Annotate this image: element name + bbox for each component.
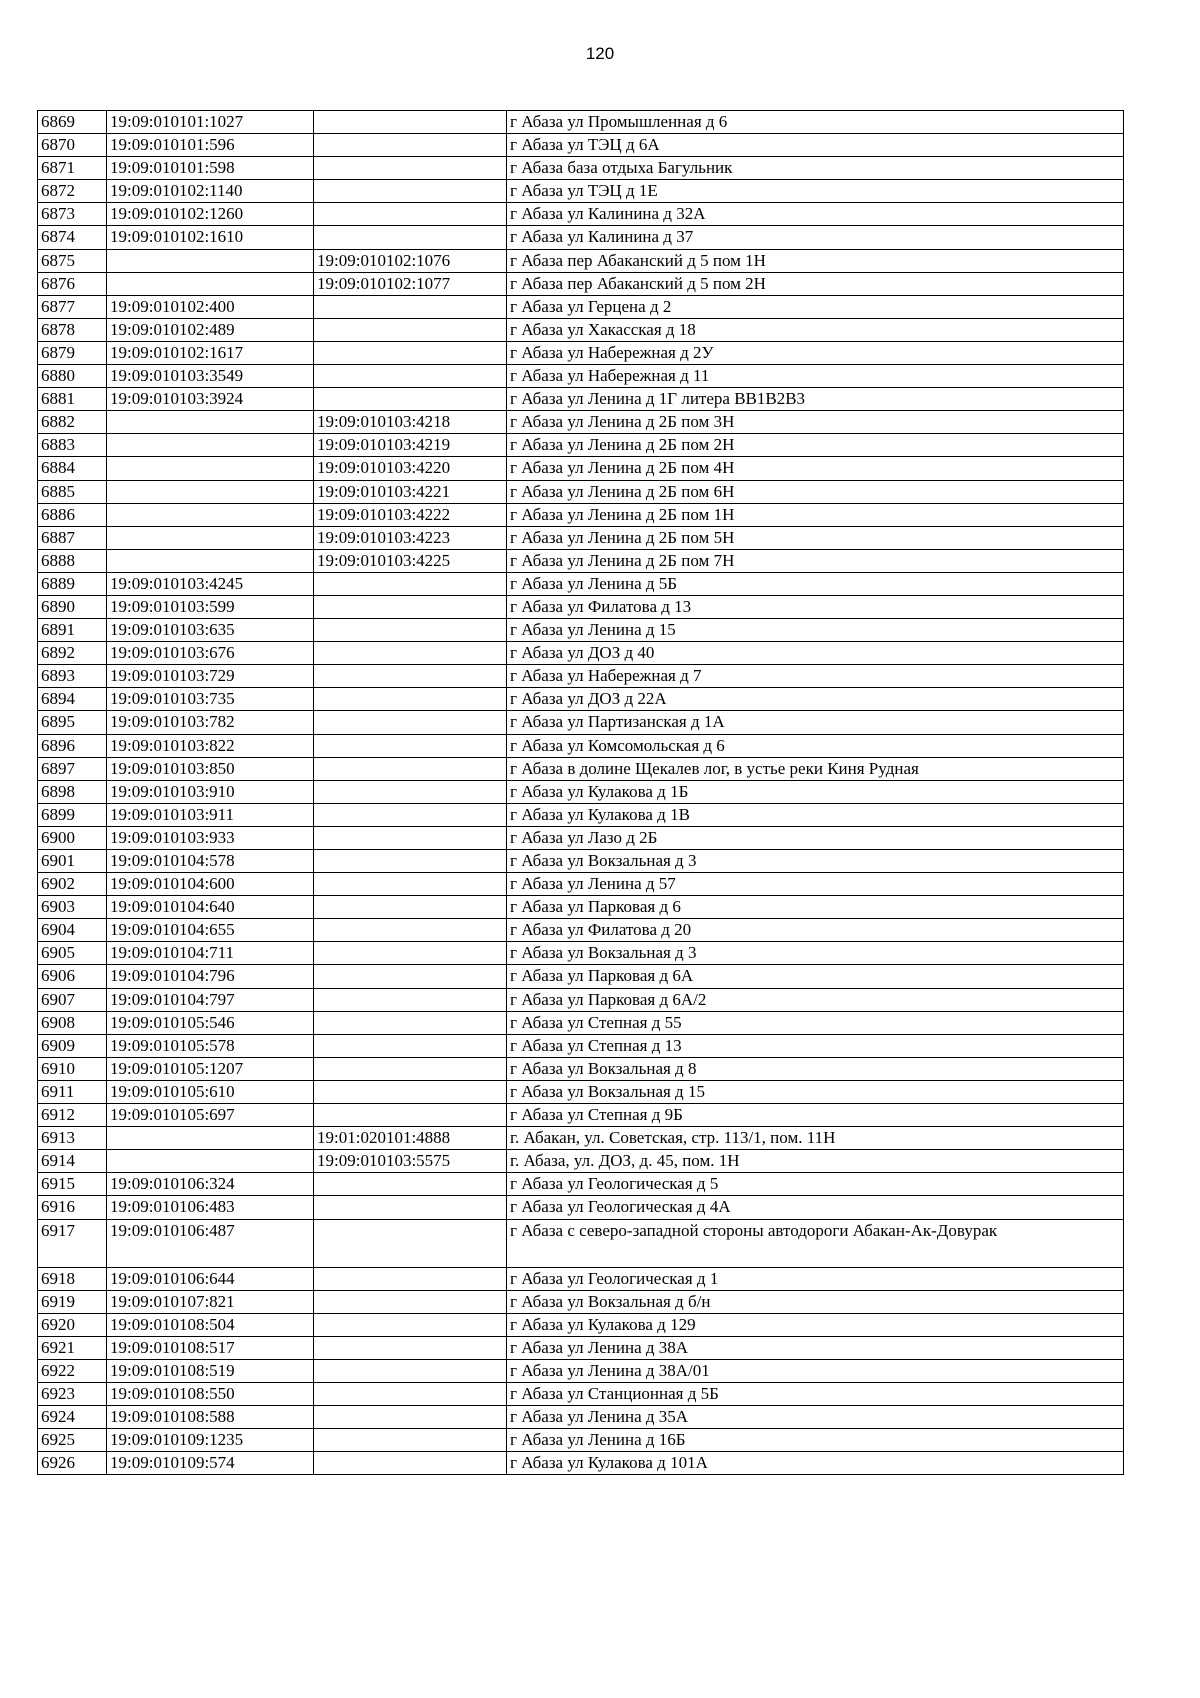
- table-row: [38, 388, 1124, 411]
- address-cell: г Абаза ул Кулакова д 129: [507, 1313, 1124, 1336]
- address-cell: г Абаза ул Комсомольская д 6: [507, 734, 1124, 757]
- cadastral-number-cell: 19:09:010104:600: [107, 873, 314, 896]
- table-row: [38, 873, 1124, 896]
- premises-cadastral-number-cell: [314, 1406, 507, 1429]
- row-number-cell: 6916: [38, 1196, 107, 1219]
- row-number-cell: 6897: [38, 757, 107, 780]
- row-number-cell: 6876: [38, 272, 107, 295]
- address-cell: г Абаза ул Геологическая д 1: [507, 1267, 1124, 1290]
- address-cell: г Абаза ул Набережная д 7: [507, 665, 1124, 688]
- cadastral-number-cell: 19:09:010103:782: [107, 711, 314, 734]
- cadastral-number-cell: 19:09:010103:3924: [107, 388, 314, 411]
- premises-cadastral-number-cell: 19:09:010103:4220: [314, 457, 507, 480]
- cadastral-number-cell: [107, 1150, 314, 1173]
- row-number-cell: 6912: [38, 1104, 107, 1127]
- row-number-cell: 6918: [38, 1267, 107, 1290]
- table-row: [38, 1313, 1124, 1336]
- address-cell: г Абаза ул Ленина д 35А: [507, 1406, 1124, 1429]
- cadastral-number-cell: 19:09:010103:729: [107, 665, 314, 688]
- premises-cadastral-number-cell: [314, 295, 507, 318]
- address-cell: г Абаза ул Кулакова д 101А: [507, 1452, 1124, 1475]
- cadastral-number-cell: 19:09:010108:519: [107, 1359, 314, 1382]
- cadastral-number-cell: [107, 549, 314, 572]
- address-cell: г Абаза ул ТЭЦ д 1Е: [507, 180, 1124, 203]
- table-row: [38, 1452, 1124, 1475]
- address-cell: г Абаза с северо-западной стороны автодороги Абакан-Ак-Довурак: [507, 1219, 1124, 1267]
- address-cell: г Абаза ул Лазо д 2Б: [507, 826, 1124, 849]
- cadastral-number-cell: 19:09:010101:1027: [107, 111, 314, 134]
- premises-cadastral-number-cell: 19:09:010103:4223: [314, 526, 507, 549]
- address-cell: г. Абакан, ул. Советская, стр. 113/1, пом. 11Н: [507, 1127, 1124, 1150]
- row-number-cell: 6920: [38, 1313, 107, 1336]
- address-cell: г Абаза ул Калинина д 37: [507, 226, 1124, 249]
- table-row: [38, 734, 1124, 757]
- row-number-cell: 6900: [38, 826, 107, 849]
- address-cell: г Абаза в долине Щекалев лог, в устье реки Киня Рудная: [507, 757, 1124, 780]
- table-row: [38, 642, 1124, 665]
- premises-cadastral-number-cell: 19:09:010103:4225: [314, 549, 507, 572]
- address-cell: г Абаза ул Ленина д 2Б пом 5Н: [507, 526, 1124, 549]
- cadastral-number-cell: 19:09:010105:610: [107, 1080, 314, 1103]
- premises-cadastral-number-cell: [314, 642, 507, 665]
- row-number-cell: 6877: [38, 295, 107, 318]
- cadastral-number-cell: 19:09:010109:1235: [107, 1429, 314, 1452]
- address-cell: г Абаза ул Филатова д 13: [507, 595, 1124, 618]
- address-cell: г Абаза ул Степная д 55: [507, 1011, 1124, 1034]
- table-row: [38, 1429, 1124, 1452]
- cadastral-number-cell: [107, 480, 314, 503]
- row-number-cell: 6903: [38, 896, 107, 919]
- table-row: [38, 757, 1124, 780]
- row-number-cell: 6899: [38, 803, 107, 826]
- address-cell: г Абаза ул Ленина д 2Б пом 4Н: [507, 457, 1124, 480]
- row-number-cell: 6905: [38, 942, 107, 965]
- table-row: [38, 365, 1124, 388]
- cadastral-number-cell: 19:09:010101:598: [107, 157, 314, 180]
- table-row: [38, 1267, 1124, 1290]
- row-number-cell: 6881: [38, 388, 107, 411]
- cadastral-number-cell: 19:09:010102:489: [107, 318, 314, 341]
- address-cell: г Абаза ул Ленина д 15: [507, 619, 1124, 642]
- row-number-cell: 6893: [38, 665, 107, 688]
- address-cell: г Абаза ул Вокзальная д 3: [507, 942, 1124, 965]
- row-number-cell: 6883: [38, 434, 107, 457]
- row-number-cell: 6878: [38, 318, 107, 341]
- premises-cadastral-number-cell: [314, 1104, 507, 1127]
- row-number-cell: 6880: [38, 365, 107, 388]
- cadastral-number-cell: 19:09:010103:735: [107, 688, 314, 711]
- address-cell: г Абаза ул Ленина д 2Б пом 7Н: [507, 549, 1124, 572]
- address-cell: г Абаза ул Партизанская д 1А: [507, 711, 1124, 734]
- table-row: [38, 480, 1124, 503]
- row-number-cell: 6906: [38, 965, 107, 988]
- address-cell: г Абаза ул Вокзальная д 8: [507, 1057, 1124, 1080]
- row-number-cell: 6872: [38, 180, 107, 203]
- address-cell: г Абаза ул Набережная д 2У: [507, 341, 1124, 364]
- table-row: [38, 780, 1124, 803]
- cadastral-number-cell: 19:09:010103:933: [107, 826, 314, 849]
- row-number-cell: 6909: [38, 1034, 107, 1057]
- premises-cadastral-number-cell: [314, 1267, 507, 1290]
- table-row: [38, 1406, 1124, 1429]
- row-number-cell: 6889: [38, 572, 107, 595]
- premises-cadastral-number-cell: 19:09:010102:1076: [314, 249, 507, 272]
- premises-cadastral-number-cell: 19:09:010103:4218: [314, 411, 507, 434]
- table-row: [38, 1104, 1124, 1127]
- address-cell: г Абаза ул Ленина д 38А/01: [507, 1359, 1124, 1382]
- address-cell: г Абаза ул Парковая д 6А: [507, 965, 1124, 988]
- premises-cadastral-number-cell: [314, 1080, 507, 1103]
- row-number-cell: 6894: [38, 688, 107, 711]
- table-row: [38, 1127, 1124, 1150]
- table-row: [38, 595, 1124, 618]
- row-number-cell: 6873: [38, 203, 107, 226]
- table-row: [38, 457, 1124, 480]
- row-number-cell: 6882: [38, 411, 107, 434]
- address-cell: г Абаза ул Ленина д 2Б пом 1Н: [507, 503, 1124, 526]
- table-row: [38, 1290, 1124, 1313]
- premises-cadastral-number-cell: [314, 965, 507, 988]
- address-cell: г Абаза ул Кулакова д 1В: [507, 803, 1124, 826]
- premises-cadastral-number-cell: [314, 1290, 507, 1313]
- address-cell: г Абаза ул Калинина д 32А: [507, 203, 1124, 226]
- row-number-cell: 6875: [38, 249, 107, 272]
- cadastral-number-cell: 19:09:010103:676: [107, 642, 314, 665]
- table-row: [38, 180, 1124, 203]
- table-row: [38, 434, 1124, 457]
- row-number-cell: 6926: [38, 1452, 107, 1475]
- row-number-cell: 6910: [38, 1057, 107, 1080]
- address-cell: г Абаза ул Филатова д 20: [507, 919, 1124, 942]
- cadastral-number-cell: 19:09:010106:324: [107, 1173, 314, 1196]
- table-row: [38, 572, 1124, 595]
- table-row: [38, 411, 1124, 434]
- premises-cadastral-number-cell: [314, 1196, 507, 1219]
- address-cell: г Абаза ул Набережная д 11: [507, 365, 1124, 388]
- address-cell: г Абаза база отдыха Багульник: [507, 157, 1124, 180]
- premises-cadastral-number-cell: [314, 388, 507, 411]
- premises-cadastral-number-cell: [314, 1034, 507, 1057]
- premises-cadastral-number-cell: [314, 203, 507, 226]
- row-number-cell: 6896: [38, 734, 107, 757]
- cadastral-number-cell: 19:09:010103:911: [107, 803, 314, 826]
- address-cell: г Абаза ул Кулакова д 1Б: [507, 780, 1124, 803]
- address-cell: г Абаза ул ТЭЦ д 6А: [507, 134, 1124, 157]
- cadastral-number-cell: 19:09:010102:400: [107, 295, 314, 318]
- premises-cadastral-number-cell: [314, 850, 507, 873]
- row-number-cell: 6888: [38, 549, 107, 572]
- table-row: [38, 295, 1124, 318]
- premises-cadastral-number-cell: 19:09:010103:4219: [314, 434, 507, 457]
- table-row: [38, 919, 1124, 942]
- table-row: [38, 942, 1124, 965]
- premises-cadastral-number-cell: [314, 318, 507, 341]
- address-cell: г Абаза ул ДОЗ д 22А: [507, 688, 1124, 711]
- cadastral-number-cell: 19:09:010104:711: [107, 942, 314, 965]
- address-cell: г Абаза ул Геологическая д 5: [507, 1173, 1124, 1196]
- cadastral-number-cell: 19:09:010103:822: [107, 734, 314, 757]
- cadastral-number-cell: 19:09:010104:578: [107, 850, 314, 873]
- premises-cadastral-number-cell: [314, 180, 507, 203]
- row-number-cell: 6892: [38, 642, 107, 665]
- row-number-cell: 6917: [38, 1219, 107, 1267]
- cadastral-number-cell: 19:09:010108:550: [107, 1382, 314, 1405]
- premises-cadastral-number-cell: 19:09:010103:4221: [314, 480, 507, 503]
- table-row: [38, 549, 1124, 572]
- premises-cadastral-number-cell: [314, 734, 507, 757]
- premises-cadastral-number-cell: [314, 1382, 507, 1405]
- table-row: [38, 1057, 1124, 1080]
- premises-cadastral-number-cell: [314, 365, 507, 388]
- premises-cadastral-number-cell: [314, 896, 507, 919]
- address-cell: г Абаза ул Степная д 9Б: [507, 1104, 1124, 1127]
- table-row: [38, 134, 1124, 157]
- premises-cadastral-number-cell: 19:01:020101:4888: [314, 1127, 507, 1150]
- table-row: [38, 803, 1124, 826]
- cadastral-number-cell: 19:09:010105:546: [107, 1011, 314, 1034]
- address-cell: г Абаза ул Парковая д 6А/2: [507, 988, 1124, 1011]
- table-row: [38, 1359, 1124, 1382]
- cadastral-number-cell: 19:09:010108:504: [107, 1313, 314, 1336]
- cadastral-number-cell: 19:09:010103:4245: [107, 572, 314, 595]
- premises-cadastral-number-cell: [314, 873, 507, 896]
- row-number-cell: 6911: [38, 1080, 107, 1103]
- row-number-cell: 6904: [38, 919, 107, 942]
- address-cell: г Абаза ул Вокзальная д 15: [507, 1080, 1124, 1103]
- cadastral-number-cell: 19:09:010105:578: [107, 1034, 314, 1057]
- cadastral-number-cell: 19:09:010104:655: [107, 919, 314, 942]
- premises-cadastral-number-cell: [314, 134, 507, 157]
- row-number-cell: 6919: [38, 1290, 107, 1313]
- row-number-cell: 6891: [38, 619, 107, 642]
- address-cell: г Абаза ул Ленина д 5Б: [507, 572, 1124, 595]
- premises-cadastral-number-cell: [314, 1173, 507, 1196]
- cadastral-number-cell: 19:09:010104:796: [107, 965, 314, 988]
- row-number-cell: 6921: [38, 1336, 107, 1359]
- row-number-cell: 6869: [38, 111, 107, 134]
- table-row: [38, 272, 1124, 295]
- table-row: [38, 203, 1124, 226]
- table-row: [38, 318, 1124, 341]
- cadastral-number-cell: 19:09:010102:1617: [107, 341, 314, 364]
- premises-cadastral-number-cell: [314, 226, 507, 249]
- premises-cadastral-number-cell: [314, 711, 507, 734]
- premises-cadastral-number-cell: [314, 1057, 507, 1080]
- table-row: [38, 1196, 1124, 1219]
- cadastral-number-cell: 19:09:010109:574: [107, 1452, 314, 1475]
- cadastral-number-cell: [107, 1127, 314, 1150]
- cadastral-number-cell: 19:09:010103:910: [107, 780, 314, 803]
- cadastral-number-cell: 19:09:010102:1260: [107, 203, 314, 226]
- premises-cadastral-number-cell: [314, 665, 507, 688]
- row-number-cell: 6890: [38, 595, 107, 618]
- page-number: 120: [585, 44, 615, 63]
- premises-cadastral-number-cell: [314, 619, 507, 642]
- premises-cadastral-number-cell: [314, 780, 507, 803]
- premises-cadastral-number-cell: [314, 1219, 507, 1267]
- cadastral-number-cell: 19:09:010106:487: [107, 1219, 314, 1267]
- premises-cadastral-number-cell: [314, 826, 507, 849]
- table-row: [38, 965, 1124, 988]
- table-row: [38, 711, 1124, 734]
- address-cell: г Абаза пер Абаканский д 5 пом 1Н: [507, 249, 1124, 272]
- registry-table-body: [38, 111, 1124, 1475]
- table-row: [38, 111, 1124, 134]
- cadastral-number-cell: 19:09:010104:640: [107, 896, 314, 919]
- row-number-cell: 6884: [38, 457, 107, 480]
- cadastral-number-cell: [107, 503, 314, 526]
- row-number-cell: 6924: [38, 1406, 107, 1429]
- address-cell: г Абаза ул ДОЗ д 40: [507, 642, 1124, 665]
- table-row: [38, 988, 1124, 1011]
- address-cell: г Абаза ул Герцена д 2: [507, 295, 1124, 318]
- table-row: [38, 896, 1124, 919]
- table-row: [38, 226, 1124, 249]
- address-cell: г Абаза ул Хакасская д 18: [507, 318, 1124, 341]
- row-number-cell: 6879: [38, 341, 107, 364]
- table-row: [38, 1336, 1124, 1359]
- row-number-cell: 6901: [38, 850, 107, 873]
- table-row: [38, 1034, 1124, 1057]
- table-row: [38, 1011, 1124, 1034]
- premises-cadastral-number-cell: [314, 1429, 507, 1452]
- premises-cadastral-number-cell: 19:09:010103:5575: [314, 1150, 507, 1173]
- row-number-cell: 6902: [38, 873, 107, 896]
- cadastral-number-cell: 19:09:010106:483: [107, 1196, 314, 1219]
- cadastral-number-cell: 19:09:010103:850: [107, 757, 314, 780]
- row-number-cell: 6871: [38, 157, 107, 180]
- premises-cadastral-number-cell: [314, 111, 507, 134]
- address-cell: г Абаза ул Ленина д 16Б: [507, 1429, 1124, 1452]
- premises-cadastral-number-cell: [314, 942, 507, 965]
- address-cell: г Абаза ул Вокзальная д б/н: [507, 1290, 1124, 1313]
- address-cell: г Абаза ул Ленина д 1Г литера ВВ1В2В3: [507, 388, 1124, 411]
- cadastral-number-cell: [107, 457, 314, 480]
- premises-cadastral-number-cell: [314, 803, 507, 826]
- address-cell: г. Абаза, ул. ДОЗ, д. 45, пом. 1Н: [507, 1150, 1124, 1173]
- premises-cadastral-number-cell: [314, 919, 507, 942]
- table-row: [38, 526, 1124, 549]
- table-row: [38, 1219, 1124, 1267]
- premises-cadastral-number-cell: [314, 1011, 507, 1034]
- premises-cadastral-number-cell: [314, 572, 507, 595]
- table-row: [38, 1382, 1124, 1405]
- cadastral-number-cell: 19:09:010105:1207: [107, 1057, 314, 1080]
- premises-cadastral-number-cell: [314, 1359, 507, 1382]
- cadastral-number-cell: 19:09:010101:596: [107, 134, 314, 157]
- premises-cadastral-number-cell: 19:09:010103:4222: [314, 503, 507, 526]
- address-cell: г Абаза ул Парковая д 6: [507, 896, 1124, 919]
- table-row: [38, 850, 1124, 873]
- row-number-cell: 6870: [38, 134, 107, 157]
- table-row: [38, 619, 1124, 642]
- address-cell: г Абаза ул Ленина д 2Б пом 2Н: [507, 434, 1124, 457]
- table-row: [38, 826, 1124, 849]
- cadastral-number-cell: 19:09:010103:599: [107, 595, 314, 618]
- cadastral-number-cell: [107, 526, 314, 549]
- address-cell: г Абаза ул Ленина д 38А: [507, 1336, 1124, 1359]
- table-row: [38, 157, 1124, 180]
- address-cell: г Абаза ул Ленина д 57: [507, 873, 1124, 896]
- row-number-cell: 6874: [38, 226, 107, 249]
- cadastral-number-cell: 19:09:010106:644: [107, 1267, 314, 1290]
- row-number-cell: 6915: [38, 1173, 107, 1196]
- row-number-cell: 6914: [38, 1150, 107, 1173]
- row-number-cell: 6923: [38, 1382, 107, 1405]
- cadastral-number-cell: [107, 272, 314, 295]
- cadastral-number-cell: 19:09:010108:517: [107, 1336, 314, 1359]
- address-cell: г Абаза ул Степная д 13: [507, 1034, 1124, 1057]
- row-number-cell: 6885: [38, 480, 107, 503]
- table-row: [38, 665, 1124, 688]
- premises-cadastral-number-cell: [314, 1313, 507, 1336]
- table-row: [38, 1150, 1124, 1173]
- address-cell: г Абаза ул Геологическая д 4А: [507, 1196, 1124, 1219]
- row-number-cell: 6895: [38, 711, 107, 734]
- cadastral-number-cell: 19:09:010103:3549: [107, 365, 314, 388]
- premises-cadastral-number-cell: [314, 157, 507, 180]
- cadastral-number-cell: 19:09:010102:1610: [107, 226, 314, 249]
- premises-cadastral-number-cell: [314, 688, 507, 711]
- cadastral-number-cell: [107, 411, 314, 434]
- cadastral-number-cell: 19:09:010107:821: [107, 1290, 314, 1313]
- table-row: [38, 249, 1124, 272]
- row-number-cell: 6898: [38, 780, 107, 803]
- premises-cadastral-number-cell: 19:09:010102:1077: [314, 272, 507, 295]
- cadastral-number-cell: 19:09:010108:588: [107, 1406, 314, 1429]
- row-number-cell: 6887: [38, 526, 107, 549]
- table-row: [38, 1173, 1124, 1196]
- premises-cadastral-number-cell: [314, 1336, 507, 1359]
- address-cell: г Абаза ул Ленина д 2Б пом 3Н: [507, 411, 1124, 434]
- cadastral-number-cell: [107, 249, 314, 272]
- row-number-cell: 6908: [38, 1011, 107, 1034]
- row-number-cell: 6907: [38, 988, 107, 1011]
- address-cell: г Абаза ул Станционная д 5Б: [507, 1382, 1124, 1405]
- address-cell: г Абаза ул Промышленная д 6: [507, 111, 1124, 134]
- cadastral-number-cell: 19:09:010104:797: [107, 988, 314, 1011]
- table-row: [38, 688, 1124, 711]
- row-number-cell: 6925: [38, 1429, 107, 1452]
- premises-cadastral-number-cell: [314, 988, 507, 1011]
- premises-cadastral-number-cell: [314, 595, 507, 618]
- row-number-cell: 6913: [38, 1127, 107, 1150]
- table-row: [38, 341, 1124, 364]
- cadastral-number-cell: [107, 434, 314, 457]
- registry-table: [37, 110, 1124, 1475]
- address-cell: г Абаза ул Вокзальная д 3: [507, 850, 1124, 873]
- cadastral-number-cell: 19:09:010102:1140: [107, 180, 314, 203]
- premises-cadastral-number-cell: [314, 1452, 507, 1475]
- cadastral-number-cell: 19:09:010103:635: [107, 619, 314, 642]
- address-cell: г Абаза ул Ленина д 2Б пом 6Н: [507, 480, 1124, 503]
- row-number-cell: 6886: [38, 503, 107, 526]
- table-row: [38, 503, 1124, 526]
- cadastral-number-cell: 19:09:010105:697: [107, 1104, 314, 1127]
- row-number-cell: 6922: [38, 1359, 107, 1382]
- table-row: [38, 1080, 1124, 1103]
- address-cell: г Абаза пер Абаканский д 5 пом 2Н: [507, 272, 1124, 295]
- premises-cadastral-number-cell: [314, 341, 507, 364]
- premises-cadastral-number-cell: [314, 757, 507, 780]
